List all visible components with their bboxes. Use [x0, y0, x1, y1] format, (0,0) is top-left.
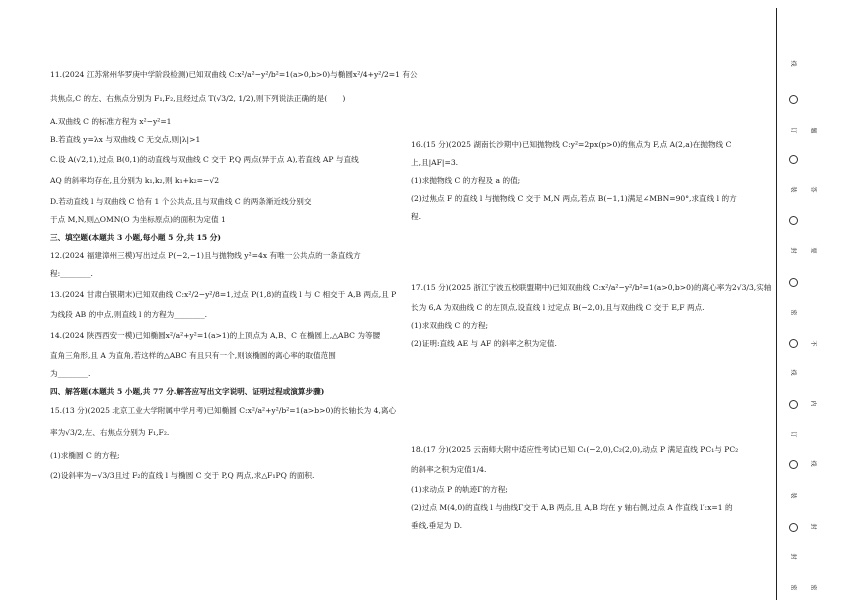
binding-char: 线 — [789, 60, 797, 67]
binding-char: 装 — [789, 492, 797, 499]
q15-line2: 率为√3/2,左、右焦点分别为 F₁,F₂. — [50, 428, 170, 437]
q18-line2: 的斜率之积为定值1/4. — [411, 465, 487, 474]
right-column — [411, 0, 772, 608]
q15-part2: (2)设斜率为−√3/3且过 F₂的直线 l 与椭圆 C 交于 P,Q 两点,求△F₁PQ 的面积. — [50, 471, 315, 480]
binding-char: 订 — [789, 431, 797, 438]
q13-line2: 为线段 AB 的中点,则直线 l 的方程为________. — [50, 310, 208, 319]
q16-line1: 16.(15 分)(2025 湖南长沙期中)已知抛物线 C:y²=2px(p>0)的焦点为 F,点 A(2,a)在抛物线 C — [411, 140, 732, 149]
binding-line — [776, 8, 777, 600]
q18-part2-line2: 垂线,垂足为 D. — [411, 521, 463, 530]
binding-char: 密 — [789, 584, 797, 591]
q17-part2: (2)证明:直线 AE 与 AF 的斜率之积为定值. — [411, 339, 557, 348]
binding-hole-icon — [789, 400, 798, 409]
q11-option-c-line2: AQ 的斜率均存在,且分别为 k₁,k₂,则 k₁+k₂=−√2 — [50, 176, 220, 185]
q16-part2-line2: 程. — [411, 212, 422, 221]
q16-part1: (1)求抛物线 C 的方程及 a 的值; — [411, 176, 521, 185]
binding-hole-icon — [789, 95, 798, 104]
q14-line2: 直角三角形,且 A 为直角,若这样的△ABC 有且只有一个,则该椭圆的离心率的取值范围 — [50, 351, 336, 360]
q12-line2: 程:________. — [50, 269, 93, 278]
binding-char: 要 — [809, 247, 817, 254]
q11-option-d-line2: 于点 M,N,则△OMN(O 为坐标原点)的面积为定值 1 — [50, 215, 226, 224]
q11-option-a: A.双曲线 C 的标准方程为 x²−y²=1 — [50, 117, 172, 126]
binding-char: 不 — [809, 340, 817, 347]
binding-hole-icon — [789, 278, 798, 287]
q11-option-c-line1: C.设 A(√2,1),过点 B(0,1)的动直线与双曲线 C 交于 P,Q 两点(异于点 A),若直线 AP 与直线 — [50, 155, 359, 164]
q18-part1: (1)求动点 P 的轨迹Γ的方程; — [411, 485, 508, 494]
binding-hole-icon — [789, 339, 798, 348]
binding-char: 装 — [789, 186, 797, 193]
binding-hole-icon — [789, 155, 798, 164]
q17-part1: (1)求双曲线 C 的方程; — [411, 321, 489, 330]
binding-hole-icon — [789, 460, 798, 469]
binding-char: 内 — [809, 400, 817, 407]
q11-option-b: B.若直线 y=λx 与双曲线 C 无交点,则|λ|>1 — [50, 135, 201, 144]
binding-char: 线 — [809, 460, 817, 467]
binding-char: 线 — [789, 369, 797, 376]
q14-line3: 为________. — [50, 369, 91, 378]
binding-char: 答 — [809, 186, 817, 193]
binding-char: 封 — [809, 523, 817, 530]
q11-stem-line1: 11.(2024 江苏常州华罗庚中学阶段检测)已知双曲线 C:x²/a²−y²/b²=1(a>0,b>0)与椭圆x²/4+y²/2=1 有公 — [50, 70, 418, 79]
q17-line1: 17.(15 分)(2025 浙江宁波五校联盟期中)已知双曲线 C:x²/a²−y²/b²=1(a>0,b>0)的离心率为2√3/3,实轴 — [411, 283, 772, 292]
binding-char: 密 — [789, 309, 797, 316]
q12-line1: 12.(2024 福建漳州三模)写出过点 P(−2,−1)且与抛物线 y²=4x 有唯一公共点的一条直线方 — [50, 251, 361, 260]
binding-char: 封 — [789, 247, 797, 254]
section-three-heading: 三、填空题(本题共 3 小题,每小题 5 分,共 15 分) — [50, 233, 221, 242]
binding-char: 密 — [809, 584, 817, 591]
q15-line1: 15.(13 分)(2025 北京工业大学附属中学月考)已知椭圆 C:x²/a²+y²/b²=1(a>b>0)的长轴长为 4,离心 — [50, 406, 397, 415]
q11-option-d-line1: D.若动直线 l 与双曲线 C 恰有 1 个公共点,且与双曲线 C 的两条渐近线分别交 — [50, 197, 312, 206]
q18-line1: 18.(17 分)(2025 云南师大附中适应性考试)已知 C₁(−2,0),C₂(2,0),动点 P 满足直线 PC₁与 PC₂ — [411, 445, 739, 454]
q17-line2: 长为 6,A 为双曲线 C 的左顶点,设直线 l 过定点 B(−2,0),且与双曲线 C 交于 E,F 两点. — [411, 303, 705, 312]
q16-line2: 上,且|AF|=3. — [411, 158, 459, 167]
binding-hole-icon — [789, 216, 798, 225]
binding-margin — [782, 0, 852, 608]
binding-hole-icon — [789, 523, 798, 532]
q15-part1: (1)求椭圆 C 的方程; — [50, 451, 120, 460]
section-four-heading: 四、解答题(本题共 5 小题,共 77 分.解答应写出文字说明、证明过程或演算步骤) — [50, 387, 325, 396]
q11-stem-line2: 共焦点,C 的左、右焦点分别为 F₁,F₂,且经过点 T(√3/2, 1/2),则下列说法正确的是( ) — [50, 94, 346, 103]
binding-char: 题 — [809, 127, 817, 134]
binding-char: 封 — [789, 553, 797, 560]
q14-line1: 14.(2024 陕西西安一模)已知椭圆x²/a²+y²=1(a>1)的上顶点为 A,B、C 在椭圆上,△ABC 为等腰 — [50, 331, 381, 340]
binding-char: 订 — [789, 127, 797, 134]
q16-part2-line1: (2)过焦点 F 的直线 l 与抛物线 C 交于 M,N 两点,若点 B(−1,1)满足∠MBN=90°,求直线 l 的方 — [411, 194, 737, 203]
q13-line1: 13.(2024 甘肃白银期末)已知双曲线 C:x²/2−y²/8=1,过点 P(1,8)的直线 l 与 C 相交于 A,B 两点,且 P — [50, 290, 397, 299]
q18-part2-line1: (2)过点 M(4,0)的直线 l 与曲线Γ交于 A,B 两点,且 A,B 均在 y 轴右侧,过点 A 作直线 l′:x=1 的 — [411, 503, 733, 512]
